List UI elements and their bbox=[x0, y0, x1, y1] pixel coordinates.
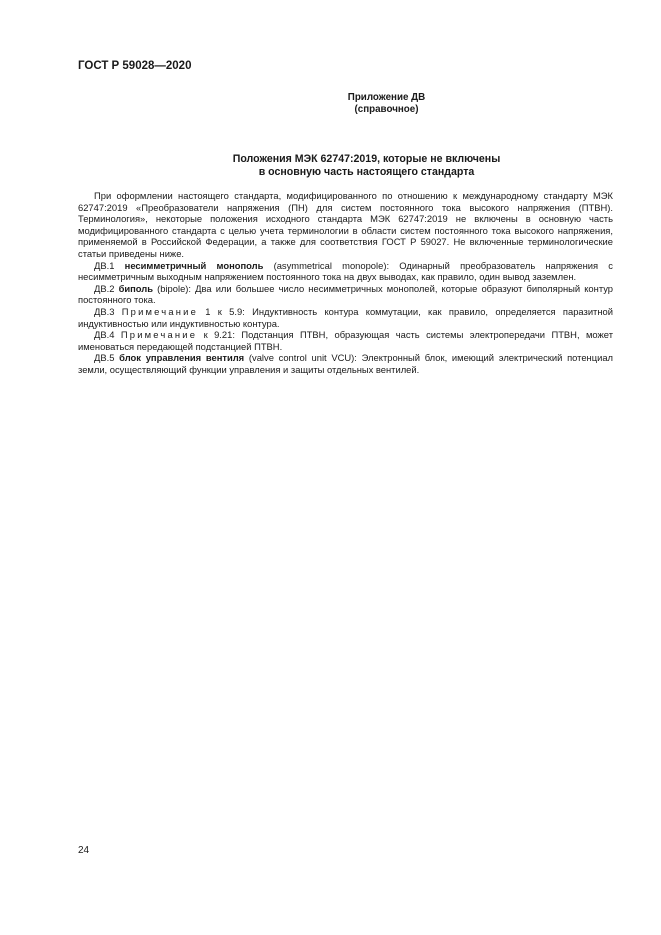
item-dv4 bbox=[78, 329, 613, 352]
annex-heading bbox=[78, 92, 613, 116]
item-number: ДВ.2 bbox=[94, 282, 115, 294]
note-label: Примечание bbox=[121, 305, 198, 317]
annex-title: Приложение ДВ bbox=[347, 92, 426, 103]
document-id-header: ГОСТ Р 59028—2020 bbox=[78, 60, 192, 72]
item-number: ДВ.4 bbox=[94, 329, 115, 341]
item-number: ДВ.1 bbox=[94, 259, 115, 271]
item-text: (asymmetrical monopole): Одинарный преобразователь напряжения с несимметричным выходным напряжением постоянного тока на двух выводах, как правило, один вывод заземлен. bbox=[78, 259, 613, 283]
document-body bbox=[78, 190, 613, 376]
item-text: к 9.21: Подстанция ПТВН, образующая часть системы электропередачи ПТВН, может именоваться передающей подстанцией ПТВН. bbox=[78, 329, 614, 352]
item-dv1 bbox=[78, 260, 613, 283]
annex-subtitle: (справочное) bbox=[354, 104, 419, 115]
section-title-line-2: в основную часть настоящего стандарта bbox=[258, 166, 475, 178]
item-text: (valve control unit VCU): Электронный блок, имеющий электрический потенциал земли, осуществляющий функции управления и защиты отдельных вентилей. bbox=[78, 352, 614, 375]
section-title bbox=[78, 153, 613, 179]
note-label: Примечание bbox=[120, 329, 198, 341]
item-number: ДВ.5 bbox=[94, 352, 115, 364]
item-text: (bipole): Два или большее число несимметричных монополей, которые образуют биполярный контур постоянного тока. bbox=[78, 282, 614, 306]
item-number: ДВ.3 bbox=[94, 305, 115, 317]
item-dv5 bbox=[78, 352, 613, 375]
item-term: блок управления вентиля bbox=[119, 352, 245, 364]
intro-paragraph: При оформлении настоящего стандарта, модифицированного по отношению к международному стандарту МЭК 62747:2019 «Преобразователи напряжения (ПН) для систем постоянного тока высокого напряжения (ПТВН). Терминология», некоторые положения исходного стандарта МЭК 62747:2019 не включены в основную часть модифицированного стандарта с целью учета терминологии в области систем постоянного тока высокого напряжения, применяемой в Российской Федерации, а также для соответствия ГОСТ Р 59027. Не включенные терминологические статьи приведены ниже. bbox=[78, 190, 613, 259]
section-title-line-1: Положения МЭК 62747:2019, которые не включены bbox=[232, 153, 501, 165]
item-term: несимметричный монополь bbox=[124, 259, 264, 271]
page-number: 24 bbox=[78, 845, 90, 856]
item-dv2 bbox=[78, 283, 613, 306]
item-dv3 bbox=[78, 306, 613, 329]
item-text: 1 к 5.9: Индуктивность контура коммутации, как правило, определяется паразитной индуктивностью или индуктивностью контура. bbox=[78, 305, 613, 329]
item-term: биполь bbox=[118, 282, 153, 294]
